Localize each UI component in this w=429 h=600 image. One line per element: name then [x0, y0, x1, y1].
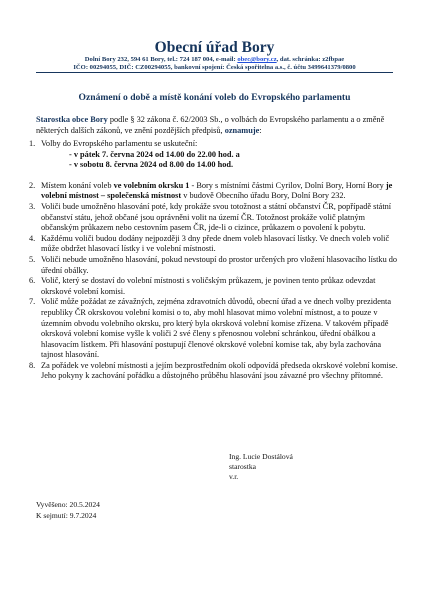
- list-item: [29, 181, 401, 202]
- item-number: 8.: [29, 360, 36, 370]
- item-number: 2.: [29, 180, 36, 190]
- date-line: - v pátek 7. června 2024 od 14.00 do 22.00 hod. a: [69, 149, 240, 159]
- intro-tail: oznamuje: [224, 126, 260, 135]
- intro-colon: :: [259, 126, 262, 135]
- list-item: [29, 361, 401, 382]
- list-item: [29, 276, 401, 297]
- item-number: 5.: [29, 254, 36, 264]
- item-text: Za pořádek ve volební místnosti a jejím bezprostředním okolí odpovídá předseda okrskové volební komise. Jeho pokyny k zachování pořádku a důstojného průběhu hlasování jsou závazné pro všechny přítomné.: [41, 360, 398, 381]
- item-text: Volby do Evropského parlamentu se uskuteční:: [41, 139, 198, 148]
- item-text-bold: je volební místnost – společenská místnost: [41, 180, 393, 201]
- list-item: [29, 202, 401, 234]
- item-text: Volič, který se dostaví do volební místnosti s voličským průkazem, je povinen tento průkaz odevzdat okrskové volební komisi.: [41, 276, 376, 296]
- signature-block: [229, 452, 293, 482]
- intro-text: podle § 32 zákona č. 62/2003 Sb., o volbách do Evropského parlamentu a o změně některých dalších zákonů, ve znění pozdějších předpisů,: [36, 115, 385, 135]
- item-number: 3.: [29, 201, 36, 211]
- item-text: v budově Obecního úřadu Bory, Dolní Bory 232.: [181, 191, 346, 201]
- list-item: [29, 255, 401, 276]
- notice-list: [29, 139, 401, 382]
- contact-prefix: Dolní Bory 232, 594 61 Bory, tel.: 724 187 004, e-mail:: [84, 56, 238, 63]
- email-link[interactable]: obec@bory.cz: [237, 56, 277, 63]
- contact-suffix: , dat. schránka: z2fbpae: [276, 56, 345, 63]
- item-text: Volič může požádat ze závažných, zejména zdravotních důvodů, obecní úřad a ve dnech volby prezidenta republiky ČR okrskovou volební komisi o to, aby mohl hlasovat mimo volební místnost, a to pouze v územním obvodu volebního okrsku, pro který byla okrsková volební komise zřízena. V takovém případě okrsková volební komise vyšle k voliči 2 své členy s přenosnou volební schránkou, úřední obálkou a hlasovacím lístkem. Při hlasování postupují členové okrskové volební komise tak, aby byla zachována tajnost hlasování.: [41, 297, 392, 360]
- signatory-name: Ing. Lucie Dostálová: [229, 452, 293, 461]
- signatory-role: starostka: [229, 462, 256, 471]
- item-number: 4.: [29, 233, 36, 243]
- list-item: [29, 139, 401, 171]
- posting-dates: [36, 500, 100, 521]
- ico-line: IČO: 00294055, DIČ: CZ00294055, bankovní spojení: Česká spořitelna a.s., č. účtu 3499641379/0800: [73, 64, 356, 71]
- announcement-title: Oznámení o době a místě konání voleb do Evropského parlamentu: [78, 92, 351, 103]
- removal-date: K sejmutí: 9.7.2024: [36, 510, 97, 520]
- item-text: Každému voliči budou dodány nejpozději 3 dny přede dnem voleb hlasovací lístky. Ve dnech voleb volič může obdržet hlasovací lístky i ve volební místnosti.: [41, 233, 390, 254]
- item-number: 7.: [29, 297, 36, 307]
- contact-line: [0, 56, 429, 63]
- list-item: [29, 234, 401, 255]
- intro-lead: Starostka obce Bory: [36, 115, 108, 124]
- item-number: 6.: [29, 276, 36, 286]
- intro-paragraph: [36, 114, 396, 136]
- item-text: Voliči nebude umožněno hlasování, pokud nevstoupí do prostor určených pro vložení hlasovacího lístku do úřední obálky.: [41, 254, 398, 275]
- signature-vr: v.r.: [229, 472, 239, 481]
- item-text: Místem konání voleb: [41, 180, 114, 190]
- posted-date: Vyvěšeno: 20.5.2024: [36, 500, 100, 509]
- list-item: [29, 297, 401, 361]
- item-text: - Bory s místními částmi Cyrilov, Dolní Bory, Horní Bory: [189, 180, 386, 190]
- item-number: 1.: [29, 139, 36, 148]
- office-name: Obecní úřad Bory: [154, 39, 275, 56]
- item-text-bold: ve volebním okrsku 1: [113, 180, 190, 190]
- date-line: - v sobotu 8. června 2024 od 8.00 do 14.00 hod.: [69, 160, 234, 170]
- item-text: Voliči bude umožněno hlasování poté, kdy prokáže svou totožnost a státní občanství ČR, popřípadě státní občanství státu, jehož občané jsou oprávněni volit na území ČR. Totožnost prokáže volič platným občanským průkazem nebo cestovním pasem ČR, jde-li o cizince, průkazem o povolení k pobytu.: [41, 201, 392, 233]
- header-divider: [36, 72, 393, 73]
